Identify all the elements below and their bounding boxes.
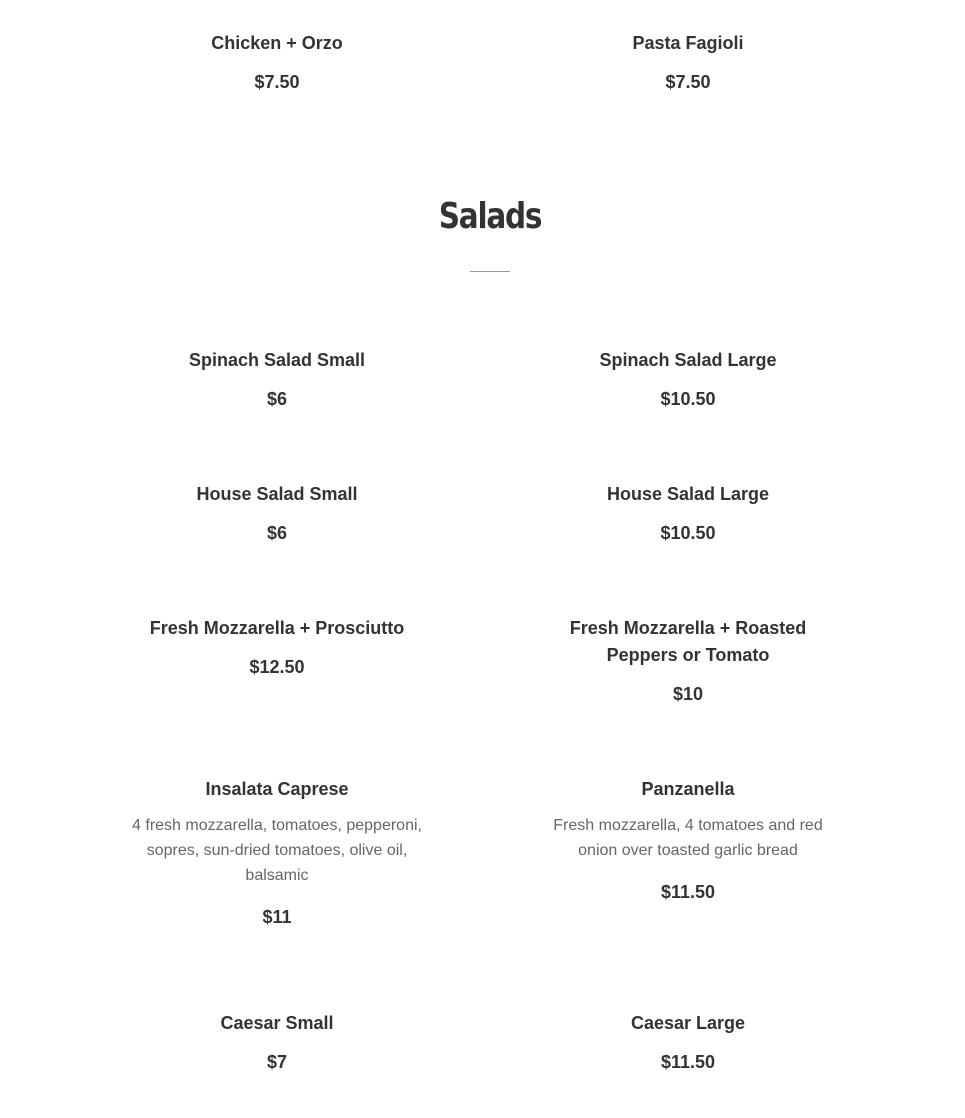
menu-item-name: Panzanella xyxy=(641,779,735,799)
menu-item-price: $11.50 xyxy=(660,1052,716,1072)
menu-item xyxy=(538,0,838,96)
menu-item-price: $11 xyxy=(262,907,292,927)
menu-item-price: $10.50 xyxy=(660,389,716,409)
menu-item-description: 4 fresh mozzarella, tomatoes, pepperoni, sopres, sun-dried tomatoes, olive oil, balsamic xyxy=(132,817,422,884)
section-divider xyxy=(470,271,510,272)
menu-item-name: Pasta Fagioli xyxy=(632,33,744,53)
menu-item-name: Insalata Caprese xyxy=(205,779,349,799)
menu-item xyxy=(538,980,838,1076)
menu-item-price: $12.50 xyxy=(249,657,305,677)
menu-item-name: Fresh Mozzarella + Prosciutto xyxy=(149,618,405,638)
menu-item xyxy=(538,585,838,708)
menu-item-price: $7 xyxy=(266,1052,288,1072)
menu-item-name: House Salad Large xyxy=(606,484,770,504)
section-title: Salads xyxy=(438,196,542,237)
menu-item-price: $6 xyxy=(266,523,288,543)
menu-item-price: $10 xyxy=(672,684,704,704)
menu-item xyxy=(127,980,427,1076)
menu-item-price: $7.50 xyxy=(254,72,300,92)
menu-item-price: $7.50 xyxy=(665,72,711,92)
menu-item-price: $11.50 xyxy=(660,882,716,902)
menu-item-price: $10.50 xyxy=(660,523,716,543)
menu-item xyxy=(538,317,838,413)
menu-item-name: Caesar Large xyxy=(630,1013,746,1033)
menu-item-description: Fresh mozzarella, 4 tomatoes and red onion over toasted garlic bread xyxy=(553,817,823,859)
menu-item-price: $6 xyxy=(266,389,288,409)
menu-item xyxy=(127,451,427,547)
menu-item xyxy=(127,585,427,681)
menu-item xyxy=(127,0,427,96)
menu-item xyxy=(127,317,427,413)
menu-item xyxy=(538,746,838,906)
menu-item-name: Spinach Salad Small xyxy=(188,350,366,370)
menu-item-name: House Salad Small xyxy=(196,484,358,504)
menu-item-name: Chicken + Orzo xyxy=(211,33,343,53)
menu-item-name: Caesar Small xyxy=(220,1013,334,1033)
menu-item-name: Spinach Salad Large xyxy=(599,350,777,370)
menu-item xyxy=(127,746,427,931)
menu-item-name: Fresh Mozzarella + Roasted Peppers or Tomato xyxy=(569,618,807,665)
menu-item xyxy=(538,451,838,547)
